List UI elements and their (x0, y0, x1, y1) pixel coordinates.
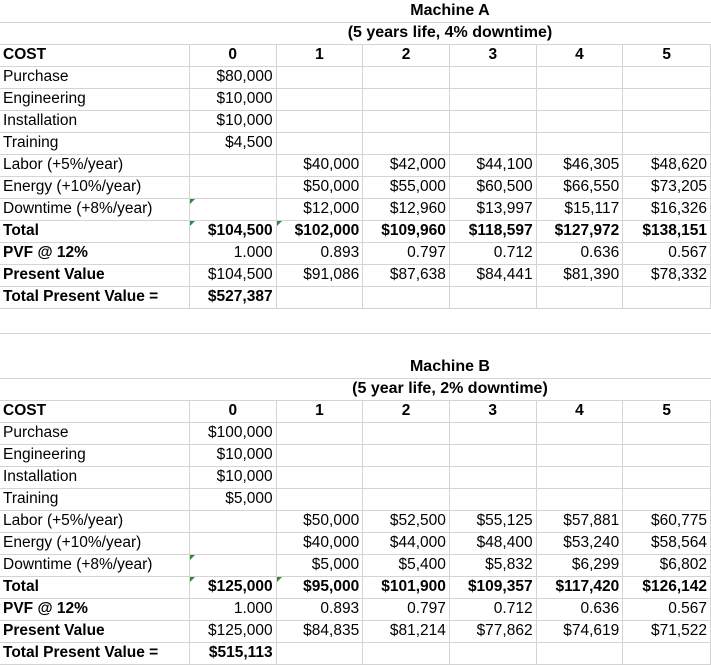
value-cell[interactable]: 0.567 (623, 598, 711, 620)
row-label[interactable]: Labor (+5%/year) (0, 154, 189, 176)
value-cell[interactable] (363, 466, 450, 488)
value-cell[interactable]: $57,881 (536, 510, 623, 532)
header-year-4[interactable]: 4 (536, 400, 623, 422)
table-row (0, 422, 711, 444)
section-subtitle[interactable]: (5 years life, 4% downtime) (189, 22, 710, 44)
value-cell[interactable]: $10,000 (189, 466, 276, 488)
value-cell[interactable] (536, 488, 623, 510)
value-cell[interactable]: $527,387 (189, 286, 276, 308)
table-row (0, 444, 711, 466)
table-row (0, 532, 711, 554)
table-row (0, 198, 711, 220)
header-year-0[interactable]: 0 (189, 400, 276, 422)
value-cell[interactable]: $13,997 (449, 198, 536, 220)
row-label[interactable]: Energy (+10%/year) (0, 176, 189, 198)
value-cell[interactable]: $5,000 (189, 488, 276, 510)
value-cell[interactable]: $74,619 (536, 620, 623, 642)
value-cell[interactable] (536, 132, 623, 154)
value-cell[interactable]: $10,000 (189, 88, 276, 110)
value-cell[interactable]: $12,960 (363, 198, 450, 220)
row-label[interactable]: Total (0, 576, 189, 598)
value-cell[interactable]: $109,960 (363, 220, 450, 242)
table-row (0, 466, 711, 488)
row-label[interactable]: Installation (0, 110, 189, 132)
value-cell[interactable]: $50,000 (276, 510, 363, 532)
table-row (0, 88, 711, 110)
table-row (0, 264, 711, 286)
value-cell[interactable]: $117,420 (536, 576, 623, 598)
value-cell[interactable] (363, 286, 450, 308)
value-cell[interactable] (623, 110, 711, 132)
row-label[interactable]: Total Present Value = (0, 286, 189, 308)
value-cell[interactable] (449, 488, 536, 510)
value-cell[interactable] (449, 110, 536, 132)
value-cell[interactable]: 1.000 (189, 598, 276, 620)
value-cell[interactable]: $55,000 (363, 176, 450, 198)
value-cell[interactable] (623, 66, 711, 88)
header-year-2[interactable]: 2 (363, 44, 450, 66)
header-year-2[interactable]: 2 (363, 400, 450, 422)
value-cell[interactable]: $44,000 (363, 532, 450, 554)
value-cell[interactable]: 0.893 (276, 598, 363, 620)
value-cell[interactable] (623, 466, 711, 488)
section-title[interactable]: Machine A (189, 0, 710, 22)
value-cell[interactable] (276, 132, 363, 154)
value-cell[interactable]: $77,862 (449, 620, 536, 642)
value-cell[interactable]: $81,214 (363, 620, 450, 642)
value-cell[interactable]: $102,000 (276, 220, 363, 242)
value-cell[interactable] (363, 66, 450, 88)
table-row (0, 286, 711, 308)
header-cost-label[interactable]: COST (0, 44, 189, 66)
value-cell[interactable]: $5,400 (363, 554, 450, 576)
row-label[interactable]: Present Value (0, 620, 189, 642)
value-cell[interactable] (276, 422, 363, 444)
header-year-1[interactable]: 1 (276, 400, 363, 422)
value-cell[interactable] (189, 510, 276, 532)
row-label[interactable]: Purchase (0, 66, 189, 88)
value-cell[interactable] (536, 422, 623, 444)
table-row (0, 488, 711, 510)
header-year-3[interactable]: 3 (449, 400, 536, 422)
header-year-5[interactable]: 5 (623, 400, 711, 422)
value-cell[interactable]: $125,000 (189, 576, 276, 598)
header-row (0, 400, 711, 422)
value-cell[interactable]: $73,205 (623, 176, 711, 198)
value-cell[interactable]: $6,299 (536, 554, 623, 576)
value-cell[interactable] (449, 286, 536, 308)
value-cell[interactable]: $118,597 (449, 220, 536, 242)
value-cell[interactable] (276, 88, 363, 110)
value-cell[interactable] (189, 554, 276, 576)
value-cell[interactable]: $6,802 (623, 554, 711, 576)
value-cell[interactable]: 0.636 (536, 598, 623, 620)
value-cell[interactable] (363, 488, 450, 510)
value-cell[interactable] (536, 88, 623, 110)
row-label[interactable]: Training (0, 488, 189, 510)
value-cell[interactable]: $95,000 (276, 576, 363, 598)
table-row (0, 642, 711, 664)
value-cell[interactable] (536, 286, 623, 308)
value-cell[interactable]: 0.567 (623, 242, 711, 264)
value-cell[interactable] (276, 642, 363, 664)
table-row (0, 598, 711, 620)
value-cell[interactable]: $52,500 (363, 510, 450, 532)
value-cell[interactable] (623, 422, 711, 444)
value-cell[interactable] (449, 444, 536, 466)
value-cell[interactable]: $84,441 (449, 264, 536, 286)
value-cell[interactable]: $109,357 (449, 576, 536, 598)
row-label[interactable]: Engineering (0, 444, 189, 466)
value-cell[interactable]: $53,240 (536, 532, 623, 554)
value-cell[interactable] (276, 110, 363, 132)
empty-cell (0, 378, 189, 400)
section-title[interactable]: Machine B (189, 356, 710, 378)
value-cell[interactable]: $66,550 (536, 176, 623, 198)
table-row (0, 510, 711, 532)
value-cell[interactable] (623, 488, 711, 510)
value-cell[interactable] (623, 642, 711, 664)
value-cell[interactable] (449, 466, 536, 488)
value-cell[interactable] (449, 642, 536, 664)
value-cell[interactable]: 0.797 (363, 598, 450, 620)
value-cell[interactable]: $50,000 (276, 176, 363, 198)
table-row (0, 220, 711, 242)
row-label[interactable]: PVF @ 12% (0, 598, 189, 620)
value-cell[interactable]: $71,522 (623, 620, 711, 642)
header-row (0, 44, 711, 66)
value-cell[interactable]: $125,000 (189, 620, 276, 642)
row-label[interactable]: Total Present Value = (0, 642, 189, 664)
table-row (0, 242, 711, 264)
header-year-4[interactable]: 4 (536, 44, 623, 66)
value-cell[interactable]: $16,326 (623, 198, 711, 220)
value-cell[interactable]: $46,305 (536, 154, 623, 176)
table-row (0, 576, 711, 598)
value-cell[interactable]: 0.797 (363, 242, 450, 264)
value-cell[interactable] (536, 642, 623, 664)
value-cell[interactable]: $15,117 (536, 198, 623, 220)
header-year-1[interactable]: 1 (276, 44, 363, 66)
table-row (0, 154, 711, 176)
header-year-5[interactable]: 5 (623, 44, 711, 66)
value-cell[interactable]: $5,832 (449, 554, 536, 576)
value-cell[interactable]: $4,500 (189, 132, 276, 154)
blank-row-divider (0, 333, 711, 334)
value-cell[interactable]: $40,000 (276, 532, 363, 554)
value-cell[interactable]: $58,564 (623, 532, 711, 554)
value-cell[interactable] (363, 110, 450, 132)
value-cell[interactable] (449, 66, 536, 88)
value-cell[interactable]: $42,000 (363, 154, 450, 176)
value-cell[interactable] (276, 444, 363, 466)
value-cell[interactable] (363, 444, 450, 466)
value-cell[interactable]: $104,500 (189, 264, 276, 286)
header-year-0[interactable]: 0 (189, 44, 276, 66)
row-label[interactable]: Engineering (0, 88, 189, 110)
value-cell[interactable]: $126,142 (623, 576, 711, 598)
value-cell[interactable]: $101,900 (363, 576, 450, 598)
value-cell[interactable]: $138,151 (623, 220, 711, 242)
value-cell[interactable] (363, 642, 450, 664)
value-cell[interactable]: $127,972 (536, 220, 623, 242)
value-cell[interactable]: $100,000 (189, 422, 276, 444)
value-cell[interactable] (449, 422, 536, 444)
value-cell[interactable] (189, 198, 276, 220)
value-cell[interactable]: $10,000 (189, 444, 276, 466)
value-cell[interactable]: $87,638 (363, 264, 450, 286)
value-cell[interactable]: $48,400 (449, 532, 536, 554)
value-cell[interactable] (536, 466, 623, 488)
row-label[interactable]: Downtime (+8%/year) (0, 554, 189, 576)
value-cell[interactable]: $40,000 (276, 154, 363, 176)
section-subtitle[interactable]: (5 year life, 2% downtime) (189, 378, 710, 400)
value-cell[interactable] (276, 66, 363, 88)
empty-cell (0, 356, 189, 378)
table-row (0, 66, 711, 88)
value-cell[interactable] (189, 154, 276, 176)
row-label[interactable]: Training (0, 132, 189, 154)
value-cell[interactable] (276, 286, 363, 308)
value-cell[interactable] (276, 466, 363, 488)
machine-a-table (0, 0, 711, 309)
value-cell[interactable]: $60,775 (623, 510, 711, 532)
table-row (0, 132, 711, 154)
row-label[interactable]: PVF @ 12% (0, 242, 189, 264)
value-cell[interactable] (189, 532, 276, 554)
value-cell[interactable] (623, 286, 711, 308)
value-cell[interactable]: $84,835 (276, 620, 363, 642)
value-cell[interactable]: $5,000 (276, 554, 363, 576)
row-label[interactable]: Purchase (0, 422, 189, 444)
value-cell[interactable]: 0.712 (449, 598, 536, 620)
table-row (0, 554, 711, 576)
value-cell[interactable] (623, 88, 711, 110)
value-cell[interactable] (363, 88, 450, 110)
value-cell[interactable]: 1.000 (189, 242, 276, 264)
value-cell[interactable]: $12,000 (276, 198, 363, 220)
value-cell[interactable] (449, 88, 536, 110)
value-cell[interactable]: 0.712 (449, 242, 536, 264)
header-cost-label[interactable]: COST (0, 400, 189, 422)
value-cell[interactable]: $44,100 (449, 154, 536, 176)
value-cell[interactable] (623, 444, 711, 466)
value-cell[interactable]: $48,620 (623, 154, 711, 176)
value-cell[interactable]: $104,500 (189, 220, 276, 242)
machine-b-table (0, 356, 711, 665)
value-cell[interactable]: $91,086 (276, 264, 363, 286)
empty-cell (0, 0, 189, 22)
value-cell[interactable] (276, 488, 363, 510)
value-cell[interactable]: 0.893 (276, 242, 363, 264)
row-label[interactable]: Labor (+5%/year) (0, 510, 189, 532)
value-cell[interactable]: $60,500 (449, 176, 536, 198)
value-cell[interactable]: $55,125 (449, 510, 536, 532)
value-cell[interactable] (363, 422, 450, 444)
value-cell[interactable] (449, 132, 536, 154)
value-cell[interactable]: 0.636 (536, 242, 623, 264)
table-row (0, 110, 711, 132)
row-label[interactable]: Total (0, 220, 189, 242)
value-cell[interactable] (189, 176, 276, 198)
row-label[interactable]: Energy (+10%/year) (0, 532, 189, 554)
row-label[interactable]: Installation (0, 466, 189, 488)
value-cell[interactable]: $80,000 (189, 66, 276, 88)
table-row (0, 620, 711, 642)
value-cell[interactable]: $10,000 (189, 110, 276, 132)
value-cell[interactable]: $81,390 (536, 264, 623, 286)
value-cell[interactable] (536, 66, 623, 88)
value-cell[interactable] (536, 444, 623, 466)
table-row (0, 176, 711, 198)
header-year-3[interactable]: 3 (449, 44, 536, 66)
value-cell[interactable]: $515,113 (189, 642, 276, 664)
value-cell[interactable]: $78,332 (623, 264, 711, 286)
row-label[interactable]: Downtime (+8%/year) (0, 198, 189, 220)
value-cell[interactable] (363, 132, 450, 154)
value-cell[interactable] (623, 132, 711, 154)
value-cell[interactable] (536, 110, 623, 132)
empty-cell (0, 22, 189, 44)
row-label[interactable]: Present Value (0, 264, 189, 286)
